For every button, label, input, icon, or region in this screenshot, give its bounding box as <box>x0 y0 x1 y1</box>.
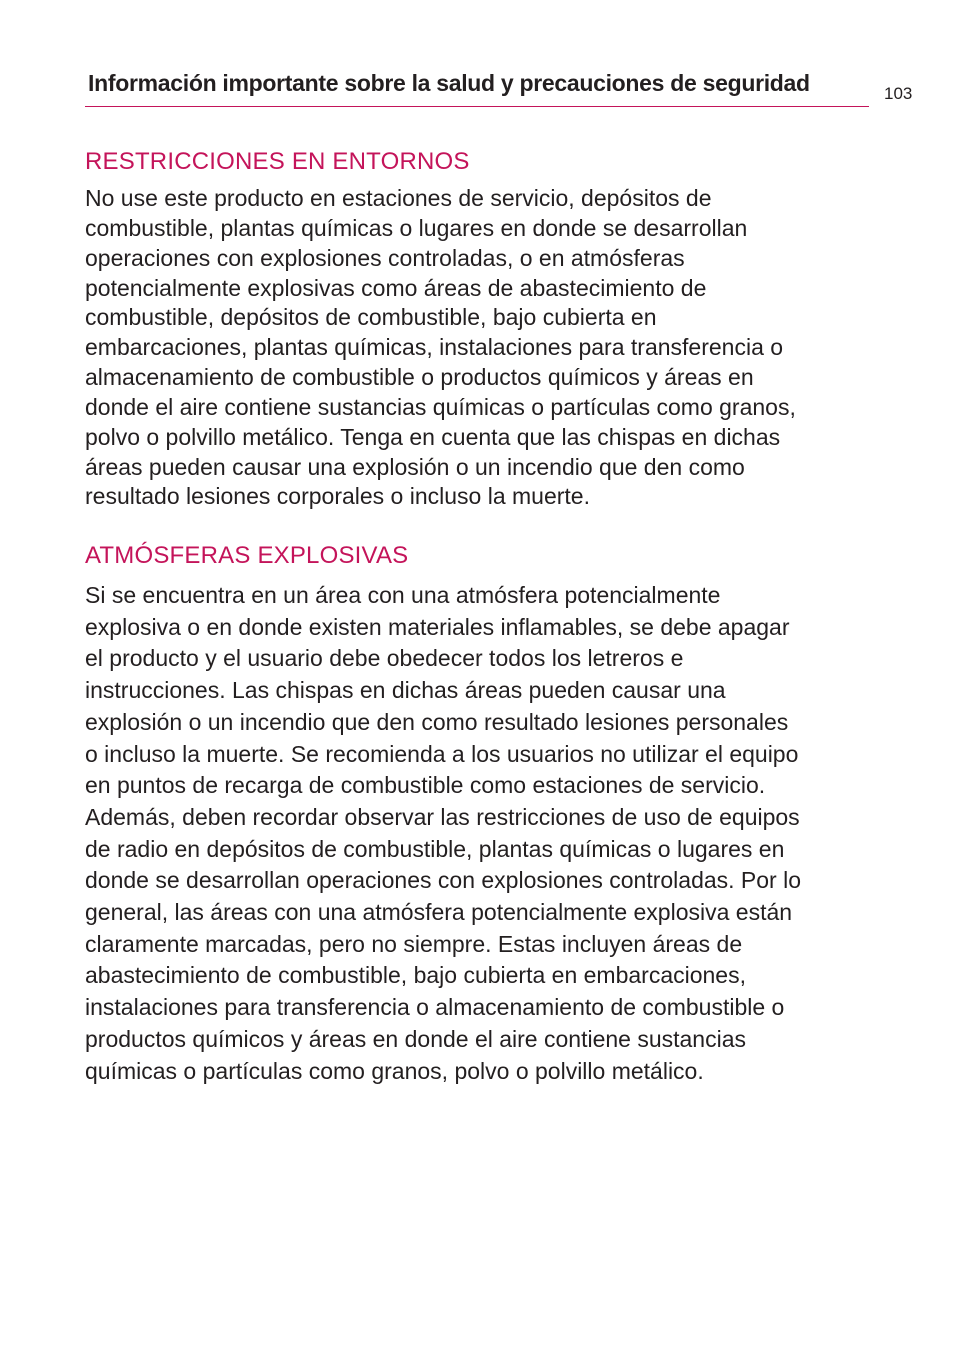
paragraph-line: almacenamiento de combustible o productos químicos y áreas en <box>85 364 754 391</box>
paragraph-line: instrucciones. Las chispas en dichas áreas pueden causar una <box>85 677 726 704</box>
section-body-atmosferas <box>85 580 875 1087</box>
paragraph-line: instalaciones para transferencia o almacenamiento de combustible o <box>85 994 785 1021</box>
paragraph-line: embarcaciones, plantas químicas, instalaciones para transferencia o <box>85 334 784 361</box>
paragraph-line: Además, deben recordar observar las restricciones de uso de equipos <box>85 803 800 830</box>
page-number: 103 <box>884 84 913 103</box>
paragraph-line: potencialmente explosivas como áreas de abastecimiento de <box>85 274 707 301</box>
paragraph-line: combustible, depósitos de combustible, bajo cubierta en <box>85 304 657 331</box>
paragraph-line: operaciones con explosiones controladas, o en atmósferas <box>85 244 685 271</box>
paragraph-line: o incluso la muerte. Se recomienda a los usuarios no utilizar el equipo <box>85 740 799 767</box>
section-heading-restricciones: RESTRICCIONES EN ENTORNOS <box>85 148 470 175</box>
paragraph-line: donde se desarrollan operaciones con explosiones controladas. Por lo <box>85 867 802 894</box>
section-heading-atmosferas: ATMÓSFERAS EXPLOSIVAS <box>85 542 409 569</box>
section-body-restricciones <box>85 184 875 512</box>
paragraph-line: productos químicos y áreas en donde el aire contiene sustancias <box>85 1025 747 1052</box>
paragraph-line: Si se encuentra en un área con una atmósfera potencialmente <box>85 582 721 608</box>
paragraph-line: resultado lesiones corporales o incluso la muerte. <box>85 483 590 510</box>
paragraph-line: de radio en depósitos de combustible, plantas químicas o lugares en <box>85 835 785 862</box>
paragraph-line: áreas pueden causar una explosión o un incendio que den como <box>85 453 745 480</box>
paragraph-line: explosiva o en donde existen materiales inflamables, se debe apagar <box>85 613 790 640</box>
paragraph-line: claramente marcadas, pero no siempre. Estas incluyen áreas de <box>85 930 743 957</box>
paragraph-line: el producto y el usuario debe obedecer todos los letreros e <box>85 645 684 672</box>
paragraph-line: combustible, plantas químicas o lugares en donde se desarrollan <box>85 214 748 241</box>
paragraph-line: químicas o partículas como granos, polvo o polvillo metálico. <box>85 1057 704 1084</box>
paragraph-line: general, las áreas con una atmósfera potencialmente explosiva están <box>85 899 793 926</box>
paragraph-line: abastecimiento de combustible, bajo cubierta en embarcaciones, <box>85 962 746 989</box>
paragraph-line: polvo o polvillo metálico. Tenga en cuenta que las chispas en dichas <box>85 423 781 450</box>
paragraph-line: donde el aire contiene sustancias químicas o partículas como granos, <box>85 393 796 420</box>
paragraph-line: explosión o un incendio que den como resultado lesiones personales <box>85 708 789 735</box>
page-header <box>85 70 869 107</box>
page-title: Información importante sobre la salud y precauciones de seguridad <box>88 70 810 96</box>
paragraph-line: No use este producto en estaciones de servicio, depósitos de <box>85 185 712 211</box>
paragraph-line: en puntos de recarga de combustible como estaciones de servicio. <box>85 772 766 799</box>
